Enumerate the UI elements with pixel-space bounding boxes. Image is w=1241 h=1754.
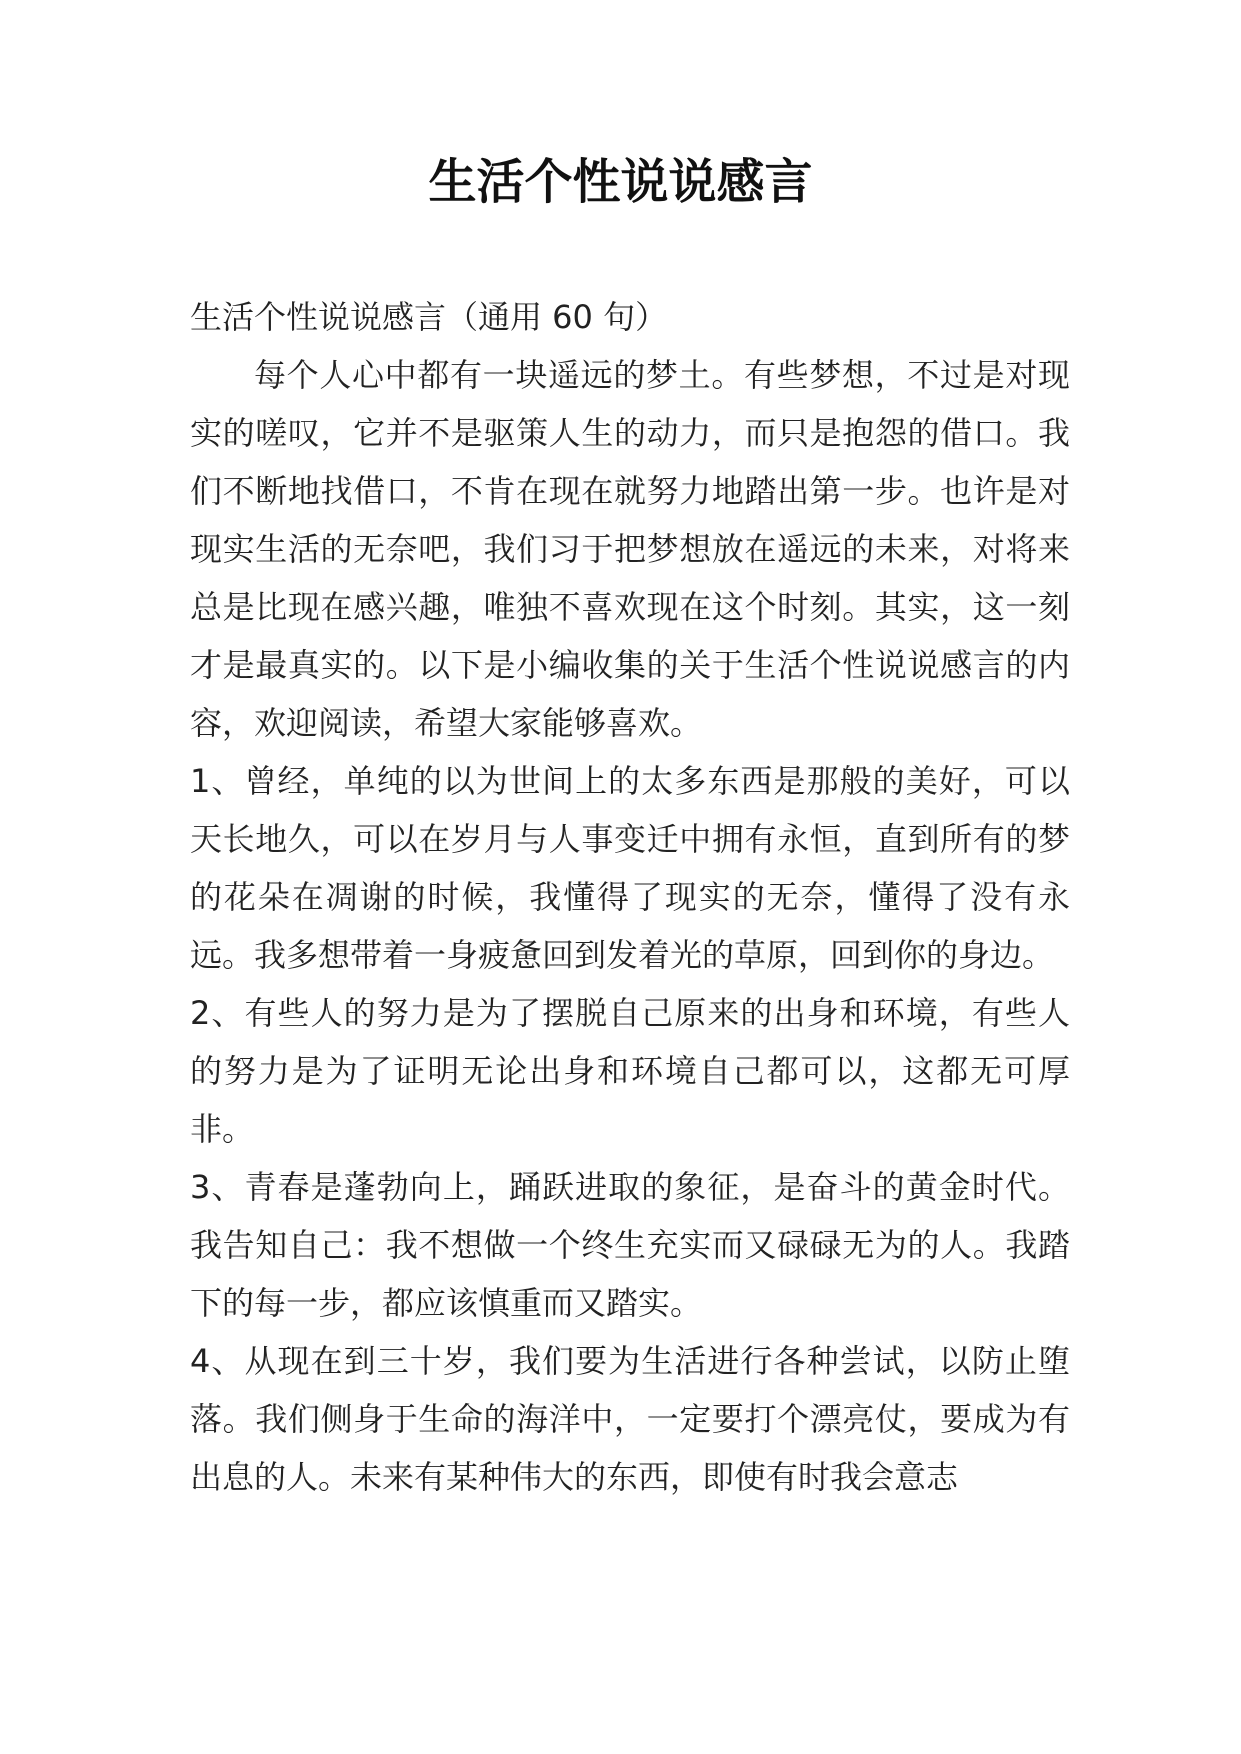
list-item: 3、青春是蓬勃向上，踊跃进取的象征，是奋斗的黄金时代。我告知自己：我不想做一个终生充实而又碌碌无为的人。我踏下的每一步，都应该慎重而又踏实。 [190,1168,1070,1322]
list-item: 2、有些人的努力是为了摆脱自己原来的出身和环境，有些人的努力是为了证明无论出身和环境自己都可以，这都无可厚非。 [190,994,1070,1148]
document-title: 生活个性说说感言 [428,154,813,210]
document-subtitle: 生活个性说说感言（通用 60 句） [190,298,668,336]
list-item: 4、从现在到三十岁，我们要为生活进行各种尝试，以防止堕落。我们侧身于生命的海洋中，一定要打个漂亮仗，要成为有出息的人。未来有某种伟大的东西，即使有时我会意志 [190,1342,1070,1496]
document-body [190,288,1070,1506]
intro-paragraph: 每个人心中都有一块遥远的梦土。有些梦想，不过是对现实的嗟叹，它并不是驱策人生的动力，而只是抱怨的借口。我们不断地找借口，不肯在现在就努力地踏出第一步。也许是对现实生活的无奈吧，我们习于把梦想放在遥远的未来，对将来总是比现在感兴趣，唯独不喜欢现在这个时刻。其实，这一刻才是最真实的。以下是小编收集的关于生活个性说说感言的内容，欢迎阅读，希望大家能够喜欢。 [190,356,1070,742]
list-item: 1、曾经，单纯的以为世间上的太多东西是那般的美好，可以天长地久，可以在岁月与人事变迁中拥有永恒，直到所有的梦的花朵在凋谢的时候，我懂得了现实的无奈，懂得了没有永远。我多想带着一身疲惫回到发着光的草原，回到你的身边。 [190,762,1070,974]
